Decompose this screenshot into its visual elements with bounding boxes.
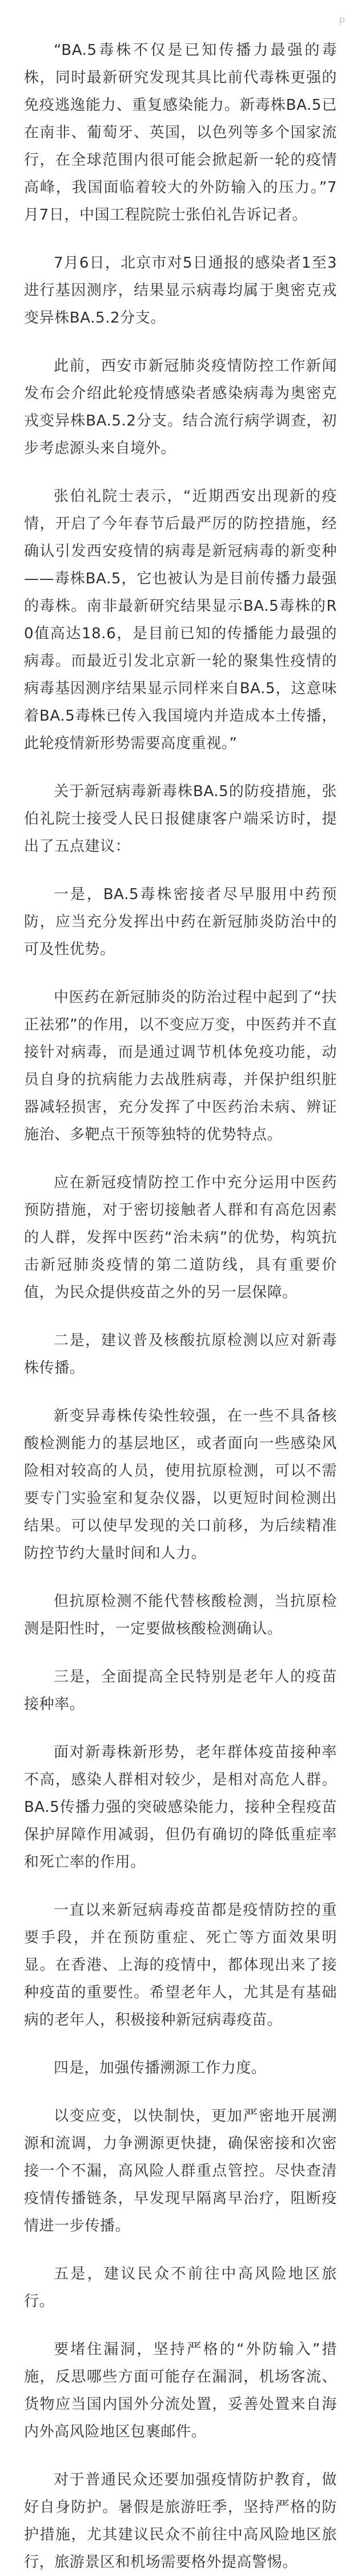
- paragraph: 对于普通民众还要加强疫情防护教育，做好自身防护。暑假是旅游旺季，坚持严格的防护措施，尤其建议民众不前往中高风险地区旅行，旅游景区和机场需要格外提高警惕。: [24, 2471, 337, 2571]
- paragraph: 以变应变，以快制快，更加严密地开展溯源和流调，力争溯源更快捷，确保密接和次密接一个不漏，高风险人群重点管控。尽快查清疫情传播链条，早发现早隔离早治疗，阻断疫情进一步传播。: [24, 2108, 337, 2235]
- paragraph: 三是，全面提高全民特别是老年人的疫苗接种率。: [24, 1668, 337, 1713]
- paragraph: 张伯礼院士表示，“近期西安出现新的疫情，开启了今年春节后最严厉的防控措施，经确认引发西安疫情的病毒是新冠病毒的新变种——毒株BA.5，它也被认为是目前传播力最强的毒株。南非最新研究结果显示BA.5毒株的R0值高达18.6，是目前已知的传播能力最强的病毒。而最近引发北京新一轮的聚集性疫情的病毒基因测序结果显示同样来自BA.5，这意味着BA.5毒株已传入我国境内并造成本土传播，此轮疫情新形势需要高度重视。”: [24, 488, 337, 752]
- paragraph: 关于新冠病毒新毒株BA.5的防疫措施，张伯礼院士接受人民日报健康客户端采访时，提出了五点建议：: [24, 783, 337, 855]
- paragraph: “BA.5毒株不仅是已知传播力最强的毒株，同时最新研究发现其具比前代毒株更强的免疫逃逸能力、重复感染能力。新毒株BA.5已在南非、葡萄牙、英国，以色列等多个国家流行，在全球范围内很可能会掀起新一轮的疫情高峰，我国面临着较大的外防输入的压力。”7月7日，中国工程院院士张伯礼告诉记者。: [24, 42, 337, 224]
- paragraph: 一是，BA.5毒株密接者尽早服用中药预防，应当充分发挥出中药在新冠肺炎防治中的可及性优势。: [24, 886, 337, 958]
- article-body: [24, 37, 337, 2576]
- paragraph: 此前，西安市新冠肺炎疫情防控工作新闻发布会介绍此轮疫情感染者感染病毒为奥密克戎变异株BA.5.2分支。结合流行病学调查，初步考虑源头来自境外。: [24, 357, 337, 457]
- paragraph: 四是，加强传播溯源工作力度。: [54, 2060, 267, 2077]
- paragraph: 新变异毒株传染性较强，在一些不具备核酸检测能力的基层地区，或者面向一些感染风险相对较高的人员，使用抗原检测，可以不需要专门实验室和复杂仪器，以更短时间检测出结果。可以使早发现的关口前移，为后续精准防控节约大量时间和人力。: [24, 1408, 337, 1562]
- paragraph: 二是，建议普及核酸抗原检测以应对新毒株传播。: [24, 1332, 337, 1377]
- paragraph: 五是，建议民众不前往中高风险地区旅行。: [24, 2265, 337, 2310]
- paragraph: 应在新冠疫情防控工作中充分运用中医药预防措施，对于密切接触者人群和有高危因素的人群，发挥中医药“治未病”的优势，构筑抗击新冠肺炎疫情的第二道防线，具有重要价值，为民众提供疫苗之外的另一层保障。: [24, 1174, 337, 1301]
- paragraph: 但抗原检测不能代替核酸检测，当抗原检测是阳性时，一定要做核酸检测确认。: [24, 1593, 337, 1637]
- corner-mark: P: [339, 16, 345, 28]
- paragraph: 7月6日，北京市对5日通报的感染者1至3进行基因测序，结果显示病毒均属于奥密克戎变异株BA.5.2分支。: [24, 255, 337, 327]
- paragraph: 中医药在新冠肺炎的防治过程中起到了“扶正祛邪”的作用，以不变应万变，中医药并不直接针对病毒，而是通过调节机体免疫功能，动员自身的抗病能力去战胜病毒，并保护组织脏器减轻损害，充分发挥了中医药治未病、辨证施治、多靶点干预等独特的优势特点。: [24, 989, 337, 1143]
- paragraph: 一直以来新冠病毒疫苗都是疫情防控的重要手段，并在预防重症、死亡等方面效果明显。在香港、上海的疫情中，都体现出来了接种疫苗的重要性。希望老年人，尤其是有基础病的老年人，积极接种新冠病毒疫苗。: [24, 1902, 337, 2029]
- paragraph: 要堵住漏洞，坚持严格的“外防输入”措施，反思哪些方面可能存在漏洞，机场客流、货物应当国内国外分流处置，妥善处置来自海内外高风险地区包裹邮件。: [24, 2341, 337, 2440]
- paragraph: 面对新毒株新形势，老年群体疫苗接种率不高，感染人群相对较少，是相对高危人群。BA.5传播力强的突破感染能力，接种全程疫苗保护屏障作用减弱，但仍有确切的降低重症率和死亡率的作用。: [24, 1744, 337, 1871]
